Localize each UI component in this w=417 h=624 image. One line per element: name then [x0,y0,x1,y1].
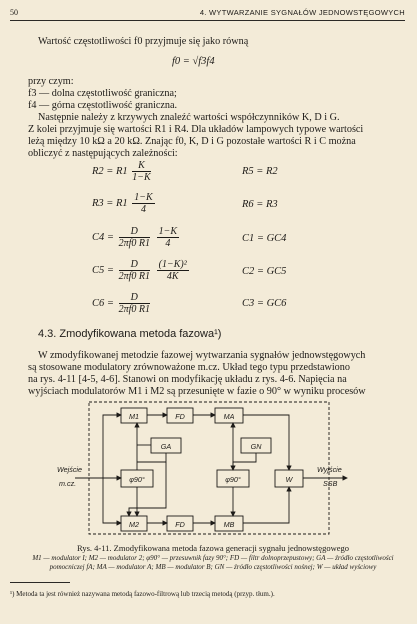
paragraph-line: W zmodyfikowanej metodzie fazowej wytwarzania sygnałów jednowstęgowych [38,350,366,361]
dashed-enclosure [89,402,329,534]
label-fd-bottom: FD [175,520,185,529]
label-phi-left: φ90° [129,475,145,484]
footnote: ¹) Metoda ta jest również nazywana metodą fazowo-filtrową lub trzecią metodą (przyp. tłum.). [10,590,275,598]
equation-c2: C2 = GC5 [242,266,287,277]
label-ga: GA [160,442,172,451]
equation-r6: R6 = R3 [242,199,278,210]
header-rule [10,20,405,21]
label-gn: GN [250,442,262,451]
label-input-line2: m.cz. [59,479,77,488]
chapter-title: 4. WYTWARZANIE SYGNAŁÓW JEDNOWSTĘGOWYCH [199,8,405,17]
page-number: 50 [10,8,18,17]
running-header [10,6,405,20]
figure-caption: Rys. 4-11. Zmodyfikowana metoda fazowa generacji sygnału jednowstęgowego [77,543,349,553]
section-heading: 4.3. Zmodyfikowana metoda fazowa¹) [38,328,222,340]
paragraph-line: na rys. 4-11 [4-5, 4-6]. Stanowi on modyfikację układu z rys. 4-6. Napięcia na [28,374,347,385]
paragraph-line: wyjściach modulatorów M1 i M2 są przesunięte w fazie o 90° w wyniku procesów [28,386,366,397]
equation-r3: R3 = R1 $\frac{1-K}{4}$ [92,192,153,215]
f4-definition: f4 — górna częstotliwość graniczna. [28,100,178,111]
label-mb: MB [223,520,235,529]
label-input-line1: Wejście [57,465,83,474]
label-output-line2: SSB [323,479,338,488]
paragraph-line: są stosowane modulatory zrównoważone m.cz. Układ tego typu przedstawiono [28,362,350,373]
paragraph-line: obliczyć z następujących zależności: [28,148,178,159]
label-output-line1: Wyjście [317,465,342,474]
label-phi-right: φ90° [225,475,241,484]
equation-r2: R2 = R1 $\frac{K}{1-K}$ [92,160,151,183]
label-m1: M1 [129,412,139,421]
figure-legend: M1 — modulator I; M2 — modulator 2; φ90° — przesuwnik fazy 90°; FD — filtr dolnoprzepustowy; GA — źródło częstotliwości pomocniczej fA; MA — modulator A; MB — modulator B; GN — źródło częstotliwości nośnej; W — układ wyściowy [32,554,394,571]
equation-c6: C6 = $\frac{D}{2\pi f0 R1}$ [92,292,150,315]
label-fd-top: FD [175,412,185,421]
label-w: W [285,475,293,484]
paragraph-line: leżą między 10 kΩ a 20 kΩ. Znając f0, K, D i G pozostałe wartości R i C można [28,136,356,147]
label-m2: M2 [129,520,139,529]
equation-r5: R5 = R2 [242,166,278,177]
footnote-rule [10,582,70,583]
paragraph-line: Z kolei przyjmuje się wartości R1 i R4. Dla układów lampowych typowe wartości [28,124,364,135]
equation-c4: C4 = $\frac{D}{2\pi f0 R1}$ $\frac{1-K}{4}$ [92,226,178,249]
block-diagram [55,398,355,538]
f3-definition: f3 — dolna częstotliwość graniczna; [28,88,177,99]
equation-c3: C3 = GC6 [242,298,287,309]
paragraph-line: Następnie należy z krzywych znaleźć wartości współczynników K, D i G. [38,112,340,123]
equation-c1: C1 = GC4 [242,233,287,244]
label-ma: MA [223,412,235,421]
main-formula: f0 = √f3f4 [172,56,215,67]
where-label: przy czym: [28,76,74,87]
intro-line: Wartość częstotliwości f0 przyjmuje się jako równą [38,36,249,47]
block-diagram-svg [55,398,355,538]
equation-c5: C5 = $\frac{D}{2\pi f0 R1}$ $\frac{\text{(1−K)²}}{4K}$ [92,259,187,282]
